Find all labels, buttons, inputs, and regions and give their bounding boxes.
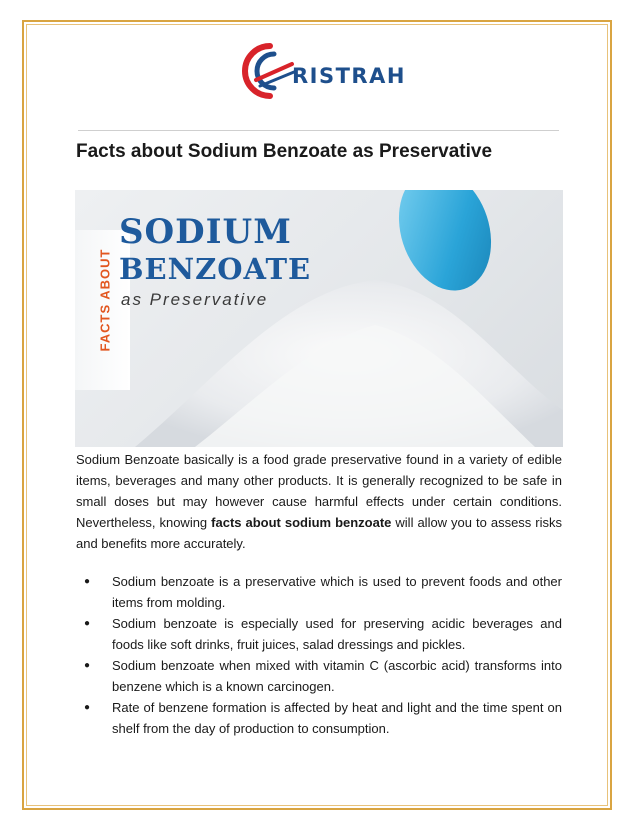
bullet-icon: ● (84, 660, 91, 671)
list-item-text: Sodium benzoate is a preservative which is used to prevent foods and other items from molding. (112, 574, 562, 610)
hero-title-line2: BENZOATE (119, 252, 312, 286)
list-item-text: Sodium benzoate is especially used for preserving acidic beverages and foods like soft drinks, fruit juices, salad dressings and pickles. (112, 616, 562, 652)
list-item-text: Rate of benzene formation is affected by heat and light and the time spent on shelf from the day of production to consumption. (112, 700, 562, 736)
intro-paragraph (76, 449, 562, 554)
hero-image (75, 190, 563, 447)
facts-list (84, 571, 562, 739)
bullet-icon: ● (84, 576, 91, 587)
hero-title-line1: SODIUM (119, 212, 292, 252)
brand-name: RISTRAH (292, 64, 406, 88)
bullet-icon: ● (84, 618, 91, 629)
hero-side-text: FACTS ABOUT (97, 248, 113, 352)
hero-title-line3: as Preservative (121, 290, 269, 309)
list-item (84, 655, 562, 697)
header-divider (78, 130, 559, 131)
intro-keyword: facts about sodium benzoate (211, 515, 392, 530)
list-item (84, 613, 562, 655)
page-title: Facts about Sodium Benzoate as Preservative (76, 141, 493, 162)
intro-text-before: Sodium Benzoate basically is a food grade preservative found in a variety of edible items, beverages and many other products. It is generally recognized to be safe in small doses but may however cause harmful effects under certain conditions. Nevertheless, knowing (76, 452, 562, 530)
list-item-text: Sodium benzoate when mixed with vitamin C (ascorbic acid) transforms into benzene which is a known carcinogen. (112, 658, 562, 694)
intro-text-after: will allow you to assess risks and benefits more accurately. (76, 515, 562, 551)
list-item (84, 697, 562, 739)
bullet-icon: ● (84, 702, 91, 713)
hero-capsule (384, 190, 506, 303)
list-item (84, 571, 562, 613)
